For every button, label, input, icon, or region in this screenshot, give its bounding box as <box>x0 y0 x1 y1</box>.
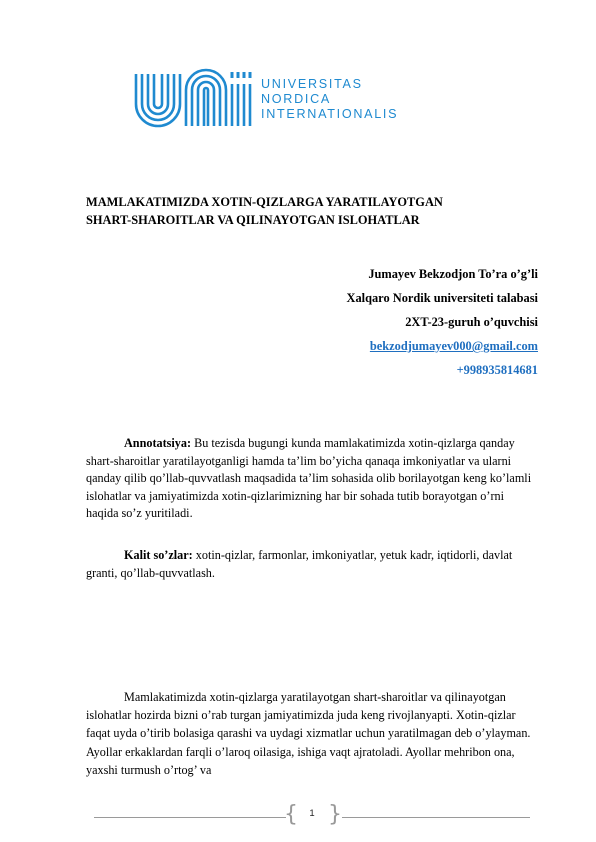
abstract-text: Bu tezisda bugungi kunda mamlakatimizda xotin-qizlarga qanday shart-sharoitlar yaratilayotganligi hamda ta’lim bo’yicha qanaqa imkoniyatlar va ularni qanday qilib qo’llab-quvvatlash maqsadida ta’lim sohasida olib borilayotgan keng ko’lamli islohatlar va jamiyatimizda xotin-qizlarimizning har bir sohada tutib borayotgan o’rni haqida so’z yuritiladi. <box>86 436 532 521</box>
uni-logo-icon <box>134 64 254 130</box>
body-paragraph <box>86 688 536 779</box>
keywords-paragraph <box>86 547 536 582</box>
author-block <box>347 262 539 382</box>
page-number: 1 <box>309 808 315 819</box>
author-affiliation: Xalqaro Nordik universiteti talabasi <box>346 291 538 305</box>
logo-wordmark <box>261 77 398 121</box>
author-group: 2XT-23-guruh o’quvchisi <box>405 315 538 329</box>
author-name: Jumayev Bekzodjon To’ra o’g’li <box>368 267 538 281</box>
footer-rule-right <box>342 817 530 818</box>
keywords-label: Kalit so’zlar: <box>124 548 193 562</box>
title-line-2: SHART-SHAROITLAR VA QILINAYOTGAN ISLOHATLAR <box>86 213 420 227</box>
paper-title <box>86 193 526 229</box>
body-text: Mamlakatimizda xotin-qizlarga yaratilayotgan shart-sharoitlar va qilinayotgan islohatlar hozirda bizni o’rab turgan jamiyatimizda juda keng rivojlanyapti. Xotin-qizlar faqat uyda o’tirib bolasiga qarashi va uydagi xizmatlar uchun yaratilmagan deb o’ylayman. Ayollar erkaklardan farqli o’laroq oilasiga, ishiga vaqt ajratoladi. Ayollar mehribon ona, yaxshi turmush o’rtog’ va <box>86 690 531 777</box>
university-logo <box>134 64 414 144</box>
footer-rule-left <box>94 817 286 818</box>
author-phone: +998935814681 <box>456 363 538 377</box>
footer-bracket-left: { <box>284 802 298 827</box>
abstract-paragraph <box>86 435 536 523</box>
author-email-link[interactable]: bekzodjumayev000@gmail.com <box>369 339 538 353</box>
footer-bracket-right: } <box>328 802 342 827</box>
logo-text-line3: INTERNATIONALIS <box>261 106 399 121</box>
keywords-text: xotin-qizlar, farmonlar, imkoniyatlar, yetuk kadr, iqtidorli, davlat granti, qo’llab-quvvatlash. <box>86 548 513 580</box>
logo-text-line1: UNIVERSITAS <box>261 77 363 91</box>
page-footer <box>0 802 596 832</box>
title-line-1: MAMLAKATIMIZDA XOTIN-QIZLARGA YARATILAYOTGAN <box>86 195 443 209</box>
logo-text-line2: NORDICA <box>261 91 331 106</box>
abstract-label: Annotatsiya: <box>124 436 192 450</box>
